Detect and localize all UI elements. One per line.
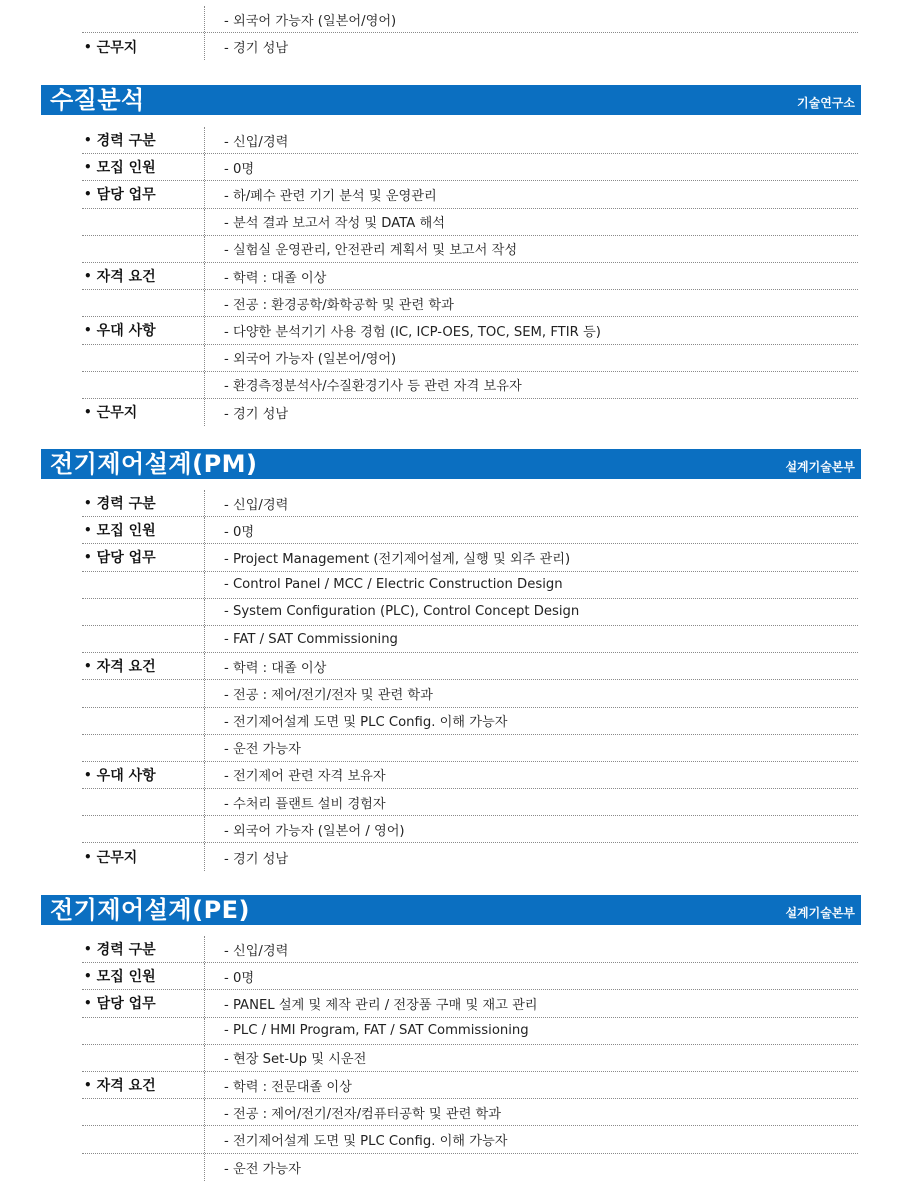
column-divider [204, 236, 205, 262]
table-row [82, 816, 858, 843]
section-department: 기술연구소 [797, 96, 855, 110]
column-divider [204, 990, 205, 1016]
row-label-text: 근무지 [96, 39, 138, 56]
bullet-icon: • [84, 767, 92, 782]
table-row [82, 544, 858, 571]
bullet-icon: • [84, 160, 92, 175]
bullet-icon: • [84, 969, 92, 984]
bullet-icon: • [84, 942, 92, 957]
row-label-text: 모집 인원 [96, 969, 156, 986]
row-label [82, 735, 202, 761]
row-value: - 경기 성남 [224, 851, 289, 867]
row-label [82, 990, 202, 1016]
row-value: - 신입/경력 [224, 943, 289, 959]
column-divider [204, 181, 205, 207]
row-label-text: 담당 업무 [96, 187, 156, 204]
row-label-text: 자격 요건 [96, 269, 156, 286]
row-label-text: 모집 인원 [96, 160, 156, 177]
row-label-text: 자격 요건 [96, 659, 156, 676]
section-header-electric-control-pe [41, 895, 861, 925]
column-divider [204, 209, 205, 235]
row-label [82, 680, 202, 706]
section-0-rows [82, 6, 858, 60]
row-label [82, 517, 202, 543]
row-value: - 전기제어설계 도면 및 PLC Config. 이해 가능자 [224, 715, 508, 731]
row-label [82, 236, 202, 262]
row-label-text: 근무지 [96, 850, 138, 867]
column-divider [204, 936, 205, 962]
row-value: - Control Panel / MCC / Electric Construction Design [224, 577, 563, 593]
row-value: - 신입/경력 [224, 134, 289, 150]
row-label [82, 154, 202, 180]
section-department: 설계기술본부 [785, 906, 855, 920]
row-label [82, 1126, 202, 1152]
row-value: - 전공 : 제어/전기/전자 및 관련 학과 [224, 687, 433, 703]
row-label-text: 담당 업무 [96, 996, 156, 1013]
bullet-icon: • [84, 550, 92, 565]
row-label [82, 290, 202, 316]
table-row [82, 345, 858, 372]
table-row [82, 209, 858, 236]
section-2-rows [82, 490, 858, 871]
row-label [82, 209, 202, 235]
row-value: - 하/폐수 관련 기기 분석 및 운영관리 [224, 188, 437, 204]
row-label [82, 708, 202, 734]
row-label [82, 1099, 202, 1125]
table-row [82, 154, 858, 181]
row-label [82, 936, 202, 962]
table-row [82, 1045, 858, 1072]
table-row [82, 708, 858, 735]
column-divider [204, 1099, 205, 1125]
row-label-text: 모집 인원 [96, 523, 156, 540]
table-row [82, 1126, 858, 1153]
row-label-text: 담당 업무 [96, 550, 156, 567]
table-row [82, 181, 858, 208]
row-value: - FAT / SAT Commissioning [224, 631, 398, 647]
row-value: - 외국어 가능자 (일본어/영어) [224, 352, 397, 368]
row-value: - 학력 : 대졸 이상 [224, 270, 327, 286]
column-divider [204, 708, 205, 734]
section-1-rows [82, 127, 858, 426]
row-value: - 경기 성남 [224, 41, 289, 57]
row-label [82, 490, 202, 516]
row-value: - PLC / HMI Program, FAT / SAT Commissioning [224, 1023, 529, 1039]
column-divider [204, 963, 205, 989]
table-row [82, 789, 858, 816]
row-label [82, 33, 202, 60]
row-value: - 운전 가능자 [224, 1161, 301, 1177]
section-department: 설계기술본부 [785, 460, 855, 474]
row-label-text: 경력 구분 [96, 942, 156, 959]
column-divider [204, 1154, 205, 1181]
table-row [82, 626, 858, 653]
table-row [82, 599, 858, 626]
row-value: - 학력 : 대졸 이상 [224, 660, 327, 676]
table-row [82, 290, 858, 317]
row-value: - 환경측정분석사/수질환경기사 등 관련 자격 보유자 [224, 379, 522, 395]
column-divider [204, 399, 205, 426]
table-row [82, 372, 858, 399]
column-divider [204, 544, 205, 570]
row-label [82, 816, 202, 842]
bullet-icon: • [84, 133, 92, 148]
row-label [82, 1045, 202, 1071]
row-value: - Project Management (전기제어설계, 실행 및 외주 관리) [224, 551, 571, 567]
column-divider [204, 599, 205, 625]
column-divider [204, 735, 205, 761]
row-label [82, 345, 202, 371]
row-label [82, 963, 202, 989]
column-divider [204, 816, 205, 842]
column-divider [204, 345, 205, 371]
row-value: - 실험실 운영관리, 안전관리 계획서 및 보고서 작성 [224, 243, 518, 259]
row-value: - 학력 : 전문대졸 이상 [224, 1079, 352, 1095]
row-value: - 운전 가능자 [224, 742, 301, 758]
table-row [82, 1072, 858, 1099]
table-row [82, 843, 858, 870]
table-row [82, 653, 858, 680]
table-row [82, 236, 858, 263]
column-divider [204, 6, 205, 32]
row-value: - 전기제어설계 도면 및 PLC Config. 이해 가능자 [224, 1133, 508, 1149]
row-value: - 분석 결과 보고서 작성 및 DATA 해석 [224, 216, 445, 232]
column-divider [204, 263, 205, 289]
section-title: 전기제어설계(PM) [50, 450, 258, 478]
row-label [82, 572, 202, 598]
bullet-icon: • [84, 496, 92, 511]
row-label [82, 626, 202, 652]
table-row [82, 490, 858, 517]
table-row [82, 1154, 858, 1181]
table-row [82, 1099, 858, 1126]
bullet-icon: • [84, 323, 92, 338]
row-value: - 현장 Set-Up 및 시운전 [224, 1052, 367, 1068]
bullet-icon: • [84, 187, 92, 202]
table-row [82, 263, 858, 290]
row-value: - 0명 [224, 161, 255, 177]
row-label-text: 경력 구분 [96, 496, 156, 513]
bullet-icon: • [84, 39, 92, 54]
section-3-rows [82, 936, 858, 1181]
bullet-icon: • [84, 850, 92, 865]
table-row [82, 317, 858, 344]
section-title: 전기제어설계(PE) [50, 896, 251, 924]
row-label [82, 181, 202, 207]
table-row [82, 990, 858, 1017]
row-label-text: 경력 구분 [96, 133, 156, 150]
row-label [82, 263, 202, 289]
row-value: - 전공 : 환경공학/화학공학 및 관련 학과 [224, 297, 454, 313]
column-divider [204, 626, 205, 652]
column-divider [204, 653, 205, 679]
row-label [82, 653, 202, 679]
column-divider [204, 127, 205, 153]
bullet-icon: • [84, 405, 92, 420]
table-row [82, 680, 858, 707]
row-label [82, 399, 202, 426]
bullet-icon: • [84, 523, 92, 538]
row-label [82, 599, 202, 625]
column-divider [204, 789, 205, 815]
bullet-icon: • [84, 659, 92, 674]
row-label [82, 762, 202, 788]
row-label-text: 자격 요건 [96, 1078, 156, 1095]
row-label [82, 843, 202, 870]
row-value: - 전공 : 제어/전기/전자/컴퓨터공학 및 관련 학과 [224, 1106, 501, 1122]
row-value: - 신입/경력 [224, 497, 289, 513]
table-row [82, 936, 858, 963]
row-value: - 외국어 가능자 (일본어 / 영어) [224, 823, 405, 839]
row-label [82, 1154, 202, 1181]
column-divider [204, 154, 205, 180]
row-label [82, 1072, 202, 1098]
row-label [82, 1018, 202, 1044]
row-value: - System Configuration (PLC), Control Concept Design [224, 604, 580, 620]
table-row [82, 735, 858, 762]
table-row [82, 572, 858, 599]
row-label [82, 789, 202, 815]
column-divider [204, 290, 205, 316]
table-row [82, 399, 858, 426]
column-divider [204, 1045, 205, 1071]
column-divider [204, 680, 205, 706]
bullet-icon: • [84, 1078, 92, 1093]
table-row [82, 1018, 858, 1045]
column-divider [204, 1018, 205, 1044]
column-divider [204, 762, 205, 788]
row-value: - 0명 [224, 970, 255, 986]
row-value: - 다양한 분석기기 사용 경험 (IC, ICP-OES, TOC, SEM, FTIR 등) [224, 324, 601, 340]
table-row [82, 127, 858, 154]
section-header-water-analysis [41, 85, 861, 115]
row-label [82, 127, 202, 153]
column-divider [204, 317, 205, 343]
bullet-icon: • [84, 996, 92, 1011]
row-label-text: 우대 사항 [96, 767, 156, 784]
row-value: - PANEL 설계 및 제작 관리 / 전장품 구매 및 재고 관리 [224, 997, 538, 1013]
column-divider [204, 33, 205, 60]
row-label-text: 우대 사항 [96, 323, 156, 340]
table-row [82, 963, 858, 990]
table-row [82, 6, 858, 33]
column-divider [204, 843, 205, 870]
table-row [82, 517, 858, 544]
column-divider [204, 517, 205, 543]
section-title: 수질분석 [50, 86, 145, 114]
column-divider [204, 372, 205, 398]
row-label [82, 544, 202, 570]
bullet-icon: • [84, 269, 92, 284]
column-divider [204, 572, 205, 598]
row-label-text: 근무지 [96, 405, 138, 422]
row-value: - 외국어 가능자 (일본어/영어) [224, 13, 397, 29]
column-divider [204, 1072, 205, 1098]
row-value: - 0명 [224, 524, 255, 540]
row-label [82, 372, 202, 398]
row-label [82, 317, 202, 343]
table-row [82, 33, 858, 60]
row-value: - 수처리 플랜트 설비 경험자 [224, 796, 386, 812]
table-row [82, 762, 858, 789]
section-header-electric-control-pm [41, 449, 861, 479]
row-value: - 전기제어 관련 자격 보유자 [224, 769, 386, 785]
row-value: - 경기 성남 [224, 406, 289, 422]
column-divider [204, 490, 205, 516]
column-divider [204, 1126, 205, 1152]
row-label [82, 6, 202, 32]
